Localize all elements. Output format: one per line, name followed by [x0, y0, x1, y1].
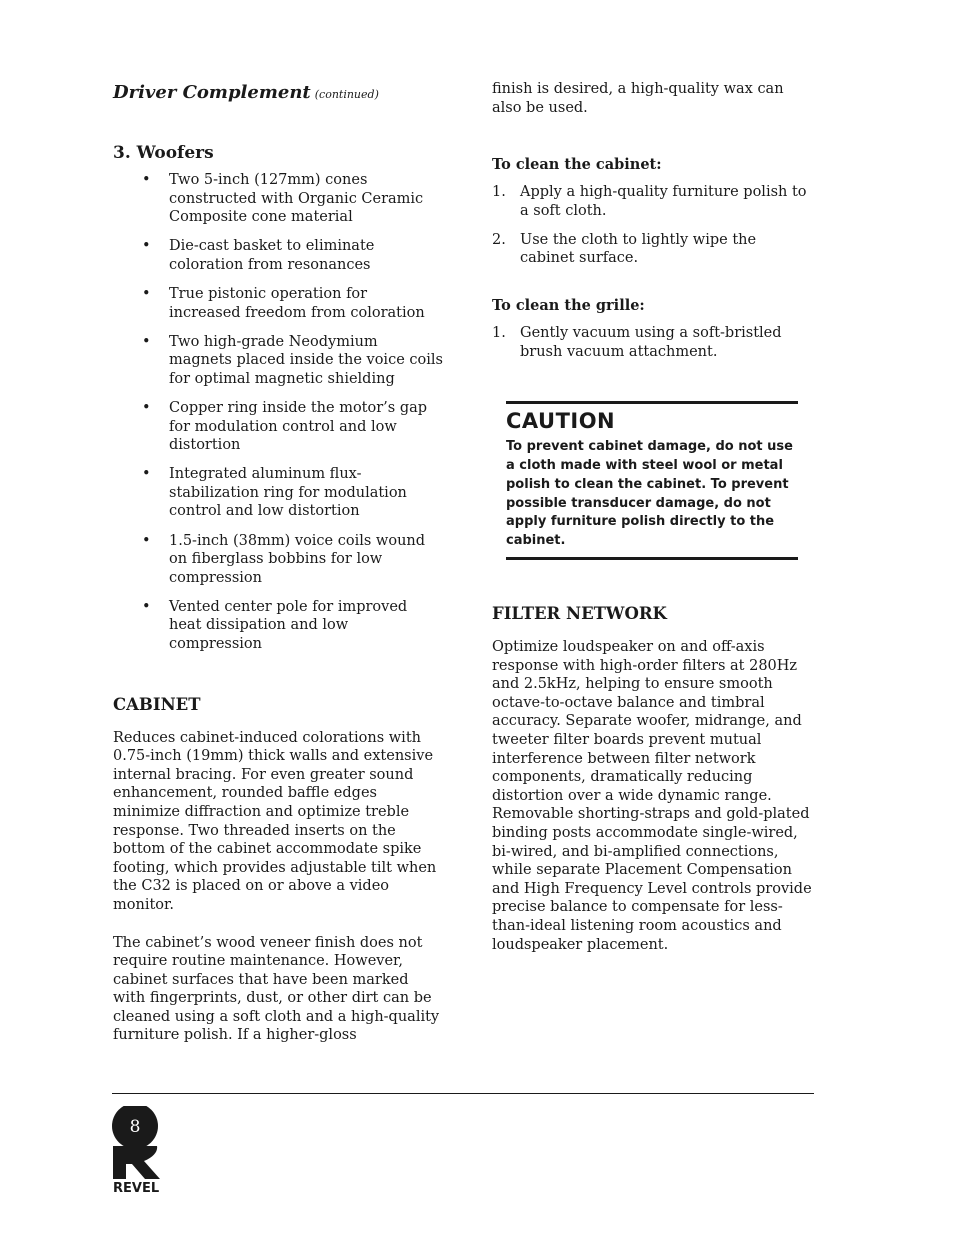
bullet-icon: •	[142, 399, 151, 416]
caution-box	[506, 401, 798, 560]
woofers-heading: 3. Woofers	[113, 143, 214, 163]
woofers-list	[113, 171, 443, 654]
clean-grille-heading: To clean the grille:	[492, 297, 645, 315]
list-item: • Two high-grade Neodymium magnets placed inside the voice coils for optimal magnetic shielding	[142, 333, 443, 387]
list-item: 1. Apply a high-quality furniture polish to a soft cloth.	[492, 184, 807, 219]
right-column	[492, 80, 814, 954]
caution-title: CAUTION	[506, 409, 616, 434]
list-item: 1. Gently vacuum using a soft-bristled brush vacuum attachment.	[492, 325, 782, 360]
bullet-icon: •	[142, 532, 151, 549]
list-item: 2. Use the cloth to lightly wipe the cabinet surface.	[492, 231, 757, 267]
clean-cabinet-heading: To clean the cabinet:	[492, 156, 662, 174]
bullet-icon: •	[142, 466, 151, 483]
continued-note: (continued)	[314, 88, 379, 101]
list-item: • Vented center pole for improved heat dissipation and low compression	[142, 598, 408, 652]
bullet-icon: •	[142, 598, 151, 615]
left-column	[113, 80, 443, 1045]
filter-network-paragraph: Optimize loudspeaker on and off-axis response with high-order filters at 280Hz and 2.5kHz, helping to ensure smooth octave-to-octave balance and timbral accuracy. Separate woofer, midrange, and tweeter filter boards prevent mutual interference between filter network components, dramatically reducing distortion over a wide dynamic range. Removable shorting-straps and gold-plated binding posts accommodate single-wired, bi-wired, and bi-amplified connections, while separate Placement Compensation and High Frequency Level controls provide precise balance to compensate for less-than-ideal listening room acoustics and loudspeaker placement.	[492, 639, 812, 953]
bullet-icon: •	[142, 333, 151, 350]
footer-divider	[112, 1093, 814, 1094]
cabinet-paragraph: Reduces cabinet-induced colorations with 0.75-inch (19mm) thick walls and extensive internal bracing. For even greater sound enhancement, rounded baffle edges minimize diffraction and optimize treble response. Two threaded inserts on the bottom of the cabinet accommodate spike footing, which provides adjustable tilt when the C32 is placed on or above a video monitor.	[113, 729, 437, 913]
list-item: • Copper ring inside the motor’s gap for modulation control and low distortion	[142, 399, 428, 454]
cabinet-care-continued: finish is desired, a high-quality wax can also be used.	[492, 81, 784, 116]
cabinet-care-paragraph: The cabinet’s wood veneer finish does not require routine maintenance. However, cabinet surfaces that have been marked with fingerprints, dust, or other dirt can be cleaned using a soft cloth and a high-quality furniture polish. If a higher-gloss	[113, 934, 440, 1044]
logo-wordmark: REVEL	[113, 1181, 160, 1196]
filter-network-heading: FILTER NETWORK	[492, 604, 667, 624]
list-item: • True pistonic operation for increased freedom from coloration	[142, 285, 425, 321]
section-title: Driver Complement (continued)	[113, 82, 379, 103]
clean-grille-steps	[492, 324, 814, 361]
cabinet-heading: CABINET	[113, 694, 201, 714]
page-number: 8	[129, 1117, 141, 1137]
list-item: • Two 5-inch (127mm) cones constructed with Organic Ceramic Composite cone material	[142, 172, 424, 226]
list-item: • Integrated aluminum flux-stabilization ring for modulation control and low distortion	[142, 466, 407, 520]
bullet-icon: •	[142, 238, 151, 255]
caution-text: To prevent cabinet damage, do not use a cloth made with steel wool or metal polish to clean the cabinet. To prevent possible transducer damage, do not apply furniture polish directly to the cabinet.	[506, 439, 793, 549]
bullet-icon: •	[142, 172, 151, 188]
clean-cabinet-steps	[492, 183, 814, 268]
bullet-icon: •	[142, 285, 151, 302]
list-item: • 1.5-inch (38mm) voice coils wound on fiberglass bobbins for low compression	[142, 532, 426, 586]
list-item: • Die-cast basket to eliminate coloration from resonances	[142, 238, 375, 273]
